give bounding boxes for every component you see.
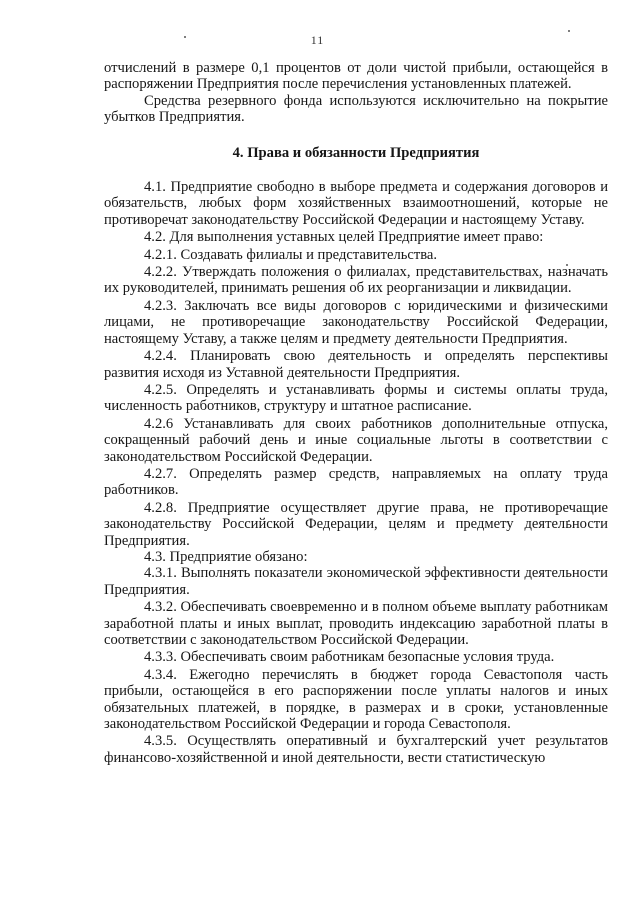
clause-4-3-5: 4.3.5. Осуществлять оперативный и бухгалтерский учет результатов финансово-хозяйственной и иной деятельности, вести статистическую	[104, 733, 608, 766]
clause-4-3-4: 4.3.4. Ежегодно перечислять в бюджет города Севастополя часть прибыли, остающейся в его распоряжении после уплаты налогов и иных обязательных платежей, в порядке, в размерах и в сроки, установленные законодательством Российской Федерации и города Севастополя.	[104, 666, 608, 733]
clause-4-3: 4.3. Предприятие обязано:	[144, 548, 308, 565]
clause-4-3-1: 4.3.1. Выполнять показатели экономической эффективности деятельности Предприятия.	[104, 565, 608, 598]
clause-4-2-4: 4.2.4. Планировать свою деятельность и определять перспективы развития исходя из Уставной деятельности Предприятия.	[104, 348, 608, 381]
page-number: 11	[310, 33, 325, 47]
clause-4-2-7: 4.2.7. Определять размер средств, направляемых на оплату труда работников.	[104, 465, 608, 499]
clause-4-2-6: 4.2.6 Устанавливать для своих работников дополнительные отпуска, сокращенный рабочий день и иные социальные льготы в соответствии с законодательством Российской Федерации.	[104, 415, 608, 465]
clause-4-2-3: 4.2.3. Заключать все виды договоров с юридическими и физическими лицами, не противоречащие законодательству Российской Федерации, настоящему Уставу, а также целям и предмету деятельности Предприятия.	[104, 297, 608, 347]
paragraph-reserve-deductions: отчислений в размере 0,1 процентов от доли чистой прибыли, остающейся в распоряжении Предприятия после перечисления установленных платежей.	[104, 60, 608, 93]
clause-4-1: 4.1. Предприятие свободно в выборе предмета и содержания договоров и обязательств, любых форм хозяйственных взаимоотношений, которые не противоречат законодательству Российской Федерации и настоящему Уставу.	[104, 179, 608, 228]
scan-speck	[184, 36, 186, 38]
clause-4-2-1: 4.2.1. Создавать филиалы и представительства.	[144, 246, 438, 263]
document-body	[104, 60, 608, 766]
section-heading: 4. Права и обязанности Предприятия	[232, 144, 480, 161]
clause-4-3-2: 4.3.2. Обеспечивать своевременно и в полном объеме выплату работникам заработной платы и иных выплат, проводить индексацию заработной платы в соответствии с законодательством Российской Федерации.	[104, 599, 608, 648]
clause-4-2: 4.2. Для выполнения уставных целей Предприятие имеет право:	[144, 229, 544, 246]
clause-4-3-3: 4.3.3. Обеспечивать своим работникам безопасные условия труда.	[144, 649, 555, 666]
scan-speck	[568, 30, 570, 32]
clause-4-2-8: 4.2.8. Предприятие осуществляет другие права, не противоречащие законодательству Российской Федерации, целям и предмету деятельности Предприятия.	[104, 499, 608, 549]
paragraph-reserve-fund: Средства резервного фонда используются исключительно на покрытие убытков Предприятия.	[104, 92, 608, 126]
clause-4-2-5: 4.2.5. Определять и устанавливать формы и системы оплаты труда, численность работников, структуру и штатное расписание.	[104, 381, 608, 415]
clause-4-2-2: 4.2.2. Утверждать положения о филиалах, представительствах, назначать их руководителей, принимать решения об их реорганизации и ликвидации.	[104, 264, 608, 297]
